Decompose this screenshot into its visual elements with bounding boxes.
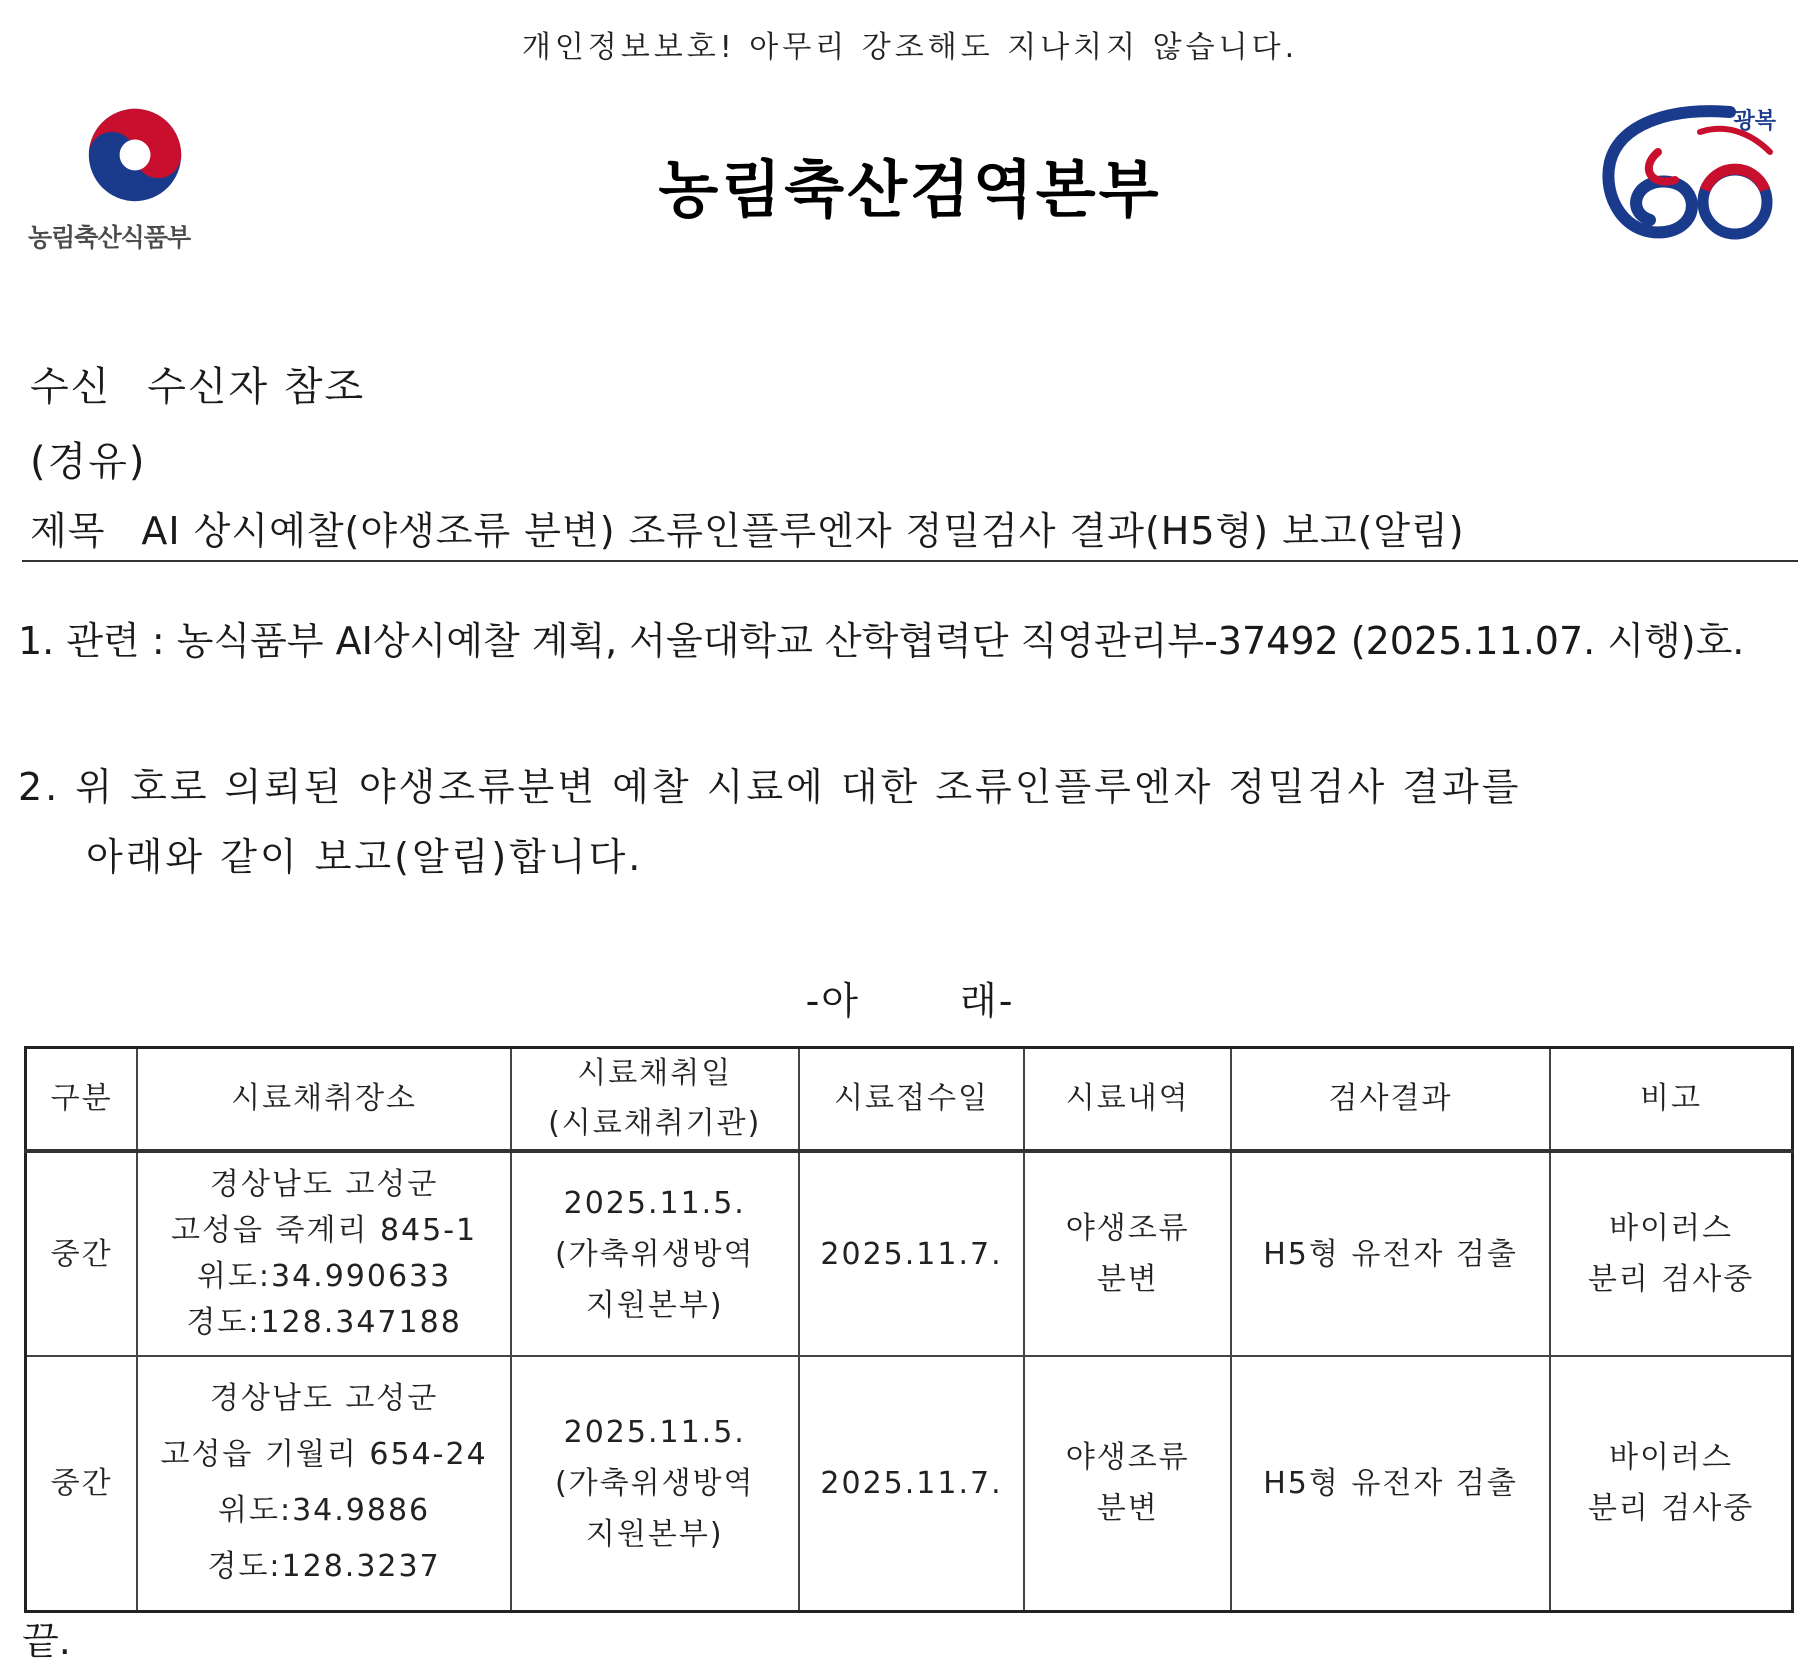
via-line: (경유)	[30, 439, 147, 485]
cell-category: 중간	[26, 1356, 138, 1611]
liberation-80th-logo	[1580, 92, 1790, 262]
header-sample: 시료내역	[1024, 1048, 1230, 1152]
cell-sample: 야생조류 분변	[1024, 1151, 1230, 1356]
header-location: 시료채취장소	[137, 1048, 511, 1152]
liberation-label: 광복	[1733, 109, 1776, 134]
cell-received: 2025.11.7.	[799, 1356, 1025, 1611]
table-header-row	[26, 1048, 1793, 1152]
recipient-value: 수신자 참조	[147, 364, 366, 410]
recipient-line	[30, 355, 365, 412]
header-divider	[22, 560, 1798, 562]
notice-right: 래-	[960, 979, 1015, 1023]
ministry-name: 농림축산식품부	[28, 223, 191, 252]
cell-result: H5형 유전자 검출	[1231, 1151, 1550, 1356]
subject-label: 제목	[30, 509, 106, 553]
table-row	[26, 1356, 1793, 1611]
cell-location: 경상남도 고성군 고성읍 기월리 654-24 위도:34.9886 경도:128.3237	[137, 1356, 511, 1611]
header-remark: 비고	[1550, 1048, 1792, 1152]
cell-collect-date: 2025.11.5. (가축위생방역 지원본부)	[511, 1356, 799, 1611]
result-table	[24, 1046, 1794, 1613]
cell-category: 중간	[26, 1151, 138, 1356]
organization-title: 농림축산검역본부	[658, 153, 1162, 226]
paragraph-report	[18, 752, 1803, 892]
cell-remark: 바이러스 분리 검사중	[1550, 1151, 1792, 1356]
paragraph-report-line1: 2. 위 호로 의뢰된 야생조류분변 예찰 시료에 대한 조류인플루엔자 정밀검사 결과를	[18, 765, 1522, 809]
cell-sample: 야생조류 분변	[1024, 1356, 1230, 1611]
cell-received: 2025.11.7.	[799, 1151, 1025, 1356]
header-result: 검사결과	[1231, 1048, 1550, 1152]
table-row	[26, 1151, 1793, 1356]
subject-value: AI 상시예찰(야생조류 분변) 조류인플루엔자 정밀검사 결과(H5형) 보고(알림)	[141, 509, 1465, 553]
notice-left: -아	[805, 979, 860, 1023]
cell-result: H5형 유전자 검출	[1231, 1356, 1550, 1611]
privacy-banner: 개인정보보호! 아무리 강조해도 지나치지 않습니다.	[521, 30, 1299, 65]
paragraph-report-line2: 아래와 같이 보고(알림)합니다.	[86, 835, 644, 879]
cell-location: 경상남도 고성군 고성읍 죽계리 845-1 위도:34.990633 경도:128.347188	[137, 1151, 511, 1356]
subject-line	[30, 500, 1465, 555]
paragraph-related: 1. 관련 : 농식품부 AI상시예찰 계획, 서울대학교 산학협력단 직영관리부-37492 (2025.11.07. 시행)호.	[18, 619, 1745, 663]
notice-heading	[0, 970, 1820, 1025]
header-collect-date: 시료채취일 (시료채취기관)	[511, 1048, 799, 1152]
header-received: 시료접수일	[799, 1048, 1025, 1152]
cell-collect-date: 2025.11.5. (가축위생방역 지원본부)	[511, 1151, 799, 1356]
end-mark: 끝.	[22, 1619, 71, 1663]
header-category: 구분	[26, 1048, 138, 1152]
recipient-label: 수신	[30, 364, 112, 410]
cell-remark: 바이러스 분리 검사중	[1550, 1356, 1792, 1611]
